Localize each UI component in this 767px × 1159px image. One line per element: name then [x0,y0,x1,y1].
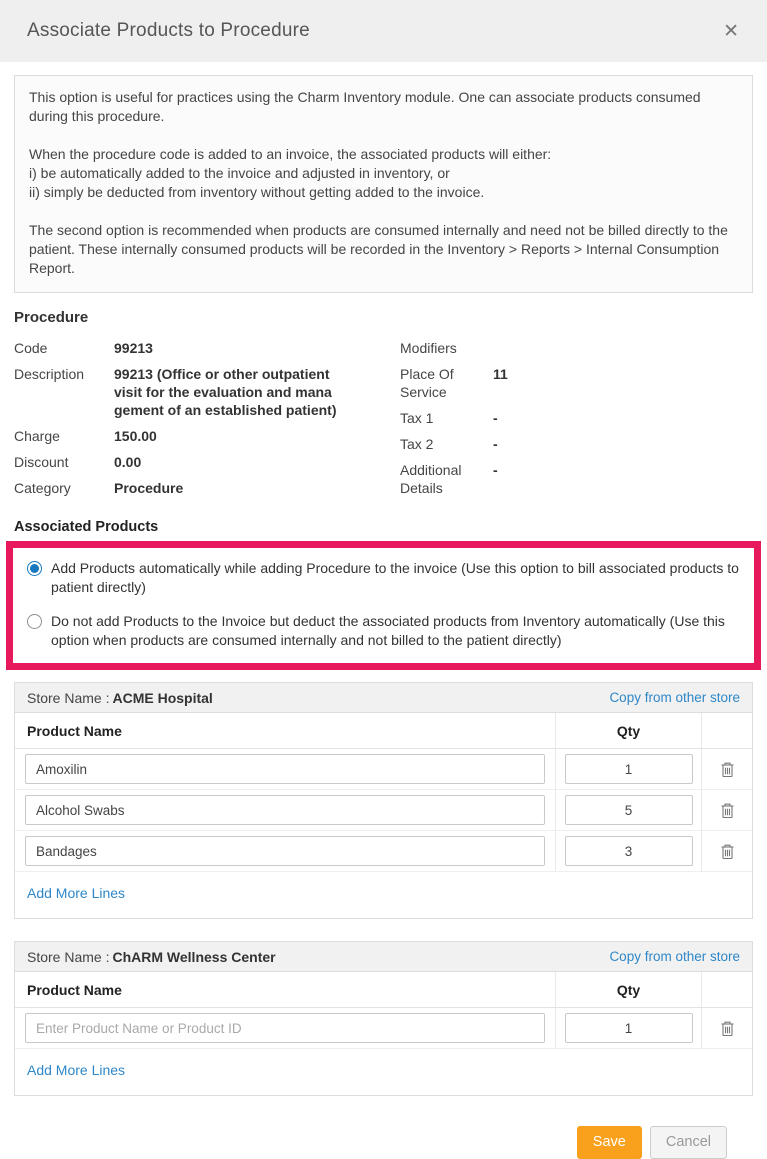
trash-icon [720,1020,735,1037]
add-more-lines-link[interactable]: Add More Lines [27,1062,126,1078]
column-header-qty: Qty [556,713,702,749]
column-header-product-name: Product Name [15,713,556,749]
field-label: Category [14,480,71,496]
trash-icon [720,761,735,778]
trash-icon [720,843,735,860]
table-row [15,831,752,872]
trash-icon [720,802,735,819]
store-title [27,690,213,706]
field-place-of-service [400,365,753,401]
field-label: Discount [14,454,69,470]
field-value: 99213 [114,340,153,356]
procedure-heading: Procedure [14,309,89,326]
delete-row-button[interactable] [717,799,738,822]
table-row [15,790,752,831]
close-icon[interactable]: ✕ [723,20,739,42]
field-label: Code [14,340,48,356]
radio-option-label: Add Products automatically while adding Procedure to the invoice (Use this option to bill associated products to patient directly) [51,560,739,595]
field-label: Charge [14,428,60,444]
store-header [15,942,752,972]
field-description [14,365,386,419]
delete-row-button[interactable] [717,758,738,781]
footer-actions [14,1126,753,1159]
copy-from-other-store-link[interactable]: Copy from other store [609,690,740,705]
product-name-input[interactable] [25,836,545,866]
field-value: 99213 (Office or other outpatient visit for the evaluation and mana gement of an established patient) [114,366,337,418]
field-label: Description [14,366,85,382]
field-label: Tax 1 [400,410,434,426]
qty-input[interactable] [565,1013,693,1043]
radio-unselected-icon[interactable] [27,614,42,629]
copy-from-other-store-link[interactable]: Copy from other store [609,949,740,964]
product-name-input[interactable] [25,1013,545,1043]
info-paragraph-3: The second option is recommended when products are consumed internally and need not be billed directly to the patient. These internally consumed products will be recorded in the Inventory > Reports > Internal Consumption Report. [29,222,728,276]
info-paragraph-2 [29,145,738,202]
field-value: 11 [493,366,508,382]
store-name: ChARM Wellness Center [112,948,276,965]
qty-input[interactable] [565,836,693,866]
store-name-prefix: Store Name : [27,948,110,965]
column-header-actions [702,713,752,749]
store-name-prefix: Store Name : [27,689,110,706]
column-header-actions [702,972,752,1008]
table-header-row [15,972,752,1008]
field-charge [14,427,386,445]
radio-selected-icon[interactable] [27,561,42,576]
modal-body [0,75,767,1159]
info-line: ii) simply be deducted from inventory without getting added to the invoice. [29,184,485,200]
radio-option-label: Do not add Products to the Invoice but deduct the associated products from Inventory automatically (Use this option when products are consumed internally and not billed to the patient directly) [51,613,725,648]
field-tax2 [400,435,753,453]
info-paragraph-1: This option is useful for practices using the Charm Inventory module. One can associate products consumed during this procedure. [29,89,701,124]
save-button[interactable]: Save [577,1126,642,1159]
column-header-product-name: Product Name [15,972,556,1008]
table-row [15,749,752,790]
field-value: 0.00 [114,454,142,470]
field-label: Additional Details [400,462,462,496]
field-value: - [493,410,498,426]
table-row [15,1008,752,1049]
field-value: - [493,462,498,478]
table-header-row [15,713,752,749]
procedure-details-right [386,339,753,497]
product-table [15,972,752,1095]
radio-option-deduct-only[interactable] [26,612,742,650]
cancel-button[interactable]: Cancel [650,1126,727,1159]
product-name-input[interactable] [25,795,545,825]
store-title [27,949,276,965]
modal-header [0,0,767,62]
add-more-lines-link[interactable]: Add More Lines [27,885,126,901]
field-tax1 [400,409,753,427]
store-name: ACME Hospital [112,689,213,706]
info-box [14,75,753,293]
procedure-details-left [14,339,386,497]
qty-input[interactable] [565,754,693,784]
field-modifiers [400,339,753,357]
field-label: Place Of Service [400,366,454,400]
field-discount [14,453,386,471]
info-line: i) be automatically added to the invoice and adjusted in inventory, or [29,165,450,181]
field-additional-details [400,461,753,497]
radio-option-add-to-invoice[interactable] [26,559,742,597]
field-value: - [493,436,498,452]
store-section-acme-hospital [14,682,753,919]
field-value: Procedure [114,480,184,496]
field-label: Modifiers [400,340,457,356]
qty-input[interactable] [565,795,693,825]
field-code [14,339,386,357]
page-title: Associate Products to Procedure [27,20,310,41]
field-label: Tax 2 [400,436,434,452]
store-header [15,683,752,713]
delete-row-button[interactable] [717,1017,738,1040]
info-line: When the procedure code is added to an invoice, the associated products will either: [29,146,552,162]
field-category [14,479,386,497]
store-section-charm-wellness-center [14,941,753,1096]
product-table [15,713,752,918]
associated-options-highlight-box [6,541,761,670]
product-name-input[interactable] [25,754,545,784]
delete-row-button[interactable] [717,840,738,863]
column-header-qty: Qty [556,972,702,1008]
procedure-details [14,339,753,497]
associated-products-heading: Associated Products [14,519,159,535]
field-value: 150.00 [114,428,157,444]
